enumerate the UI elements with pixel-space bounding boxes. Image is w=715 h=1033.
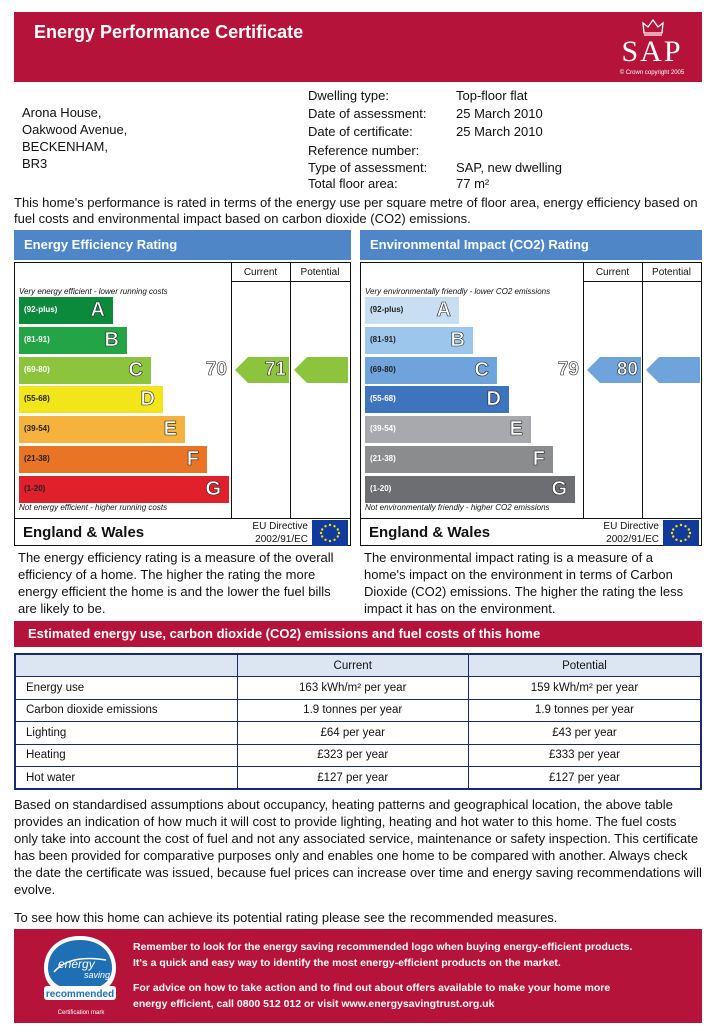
sap-copyright: © Crown copyright 2005 xyxy=(619,70,685,76)
table-row xyxy=(15,744,701,767)
band-letter: E xyxy=(509,418,523,441)
potential-value: £127 per year xyxy=(468,767,701,790)
rating-band xyxy=(365,446,553,473)
band-letter: F xyxy=(532,448,545,470)
detail-label: Reference number: xyxy=(308,143,420,158)
band-range: (55-68) xyxy=(24,394,50,404)
band-letter: G xyxy=(551,477,567,500)
footer-line: Remember to look for the energy saving recommended logo when buying energy-efficient products. xyxy=(133,941,633,953)
rating-band xyxy=(19,446,207,473)
table-header-row xyxy=(15,654,701,677)
sap-logo xyxy=(612,18,692,78)
certification-mark: Certification mark xyxy=(57,1010,105,1016)
footer-spacer xyxy=(133,971,693,980)
footer-divider xyxy=(15,518,350,519)
row-label: Lighting xyxy=(15,722,237,745)
potential-value: £43 per year xyxy=(468,722,701,745)
eu-directive-line: EU Directive xyxy=(603,521,659,532)
band-letter: A xyxy=(90,299,105,321)
detail-value: 25 March 2010 xyxy=(456,124,543,139)
detail-value: 25 March 2010 xyxy=(456,106,543,121)
rating-band xyxy=(19,327,127,354)
row-label: Hot water xyxy=(15,767,237,790)
eu-directive xyxy=(603,520,659,546)
band-range: (92-plus) xyxy=(370,305,404,314)
band-range: (1-20) xyxy=(370,483,392,493)
address-line: Arona House, xyxy=(22,105,102,120)
header-divider xyxy=(583,281,701,282)
detail-row xyxy=(308,160,628,176)
rating-band xyxy=(365,386,509,413)
potential-column-header: Potential xyxy=(652,267,691,278)
row-label: Heating xyxy=(15,744,237,767)
detail-label: Total floor area: xyxy=(308,176,398,191)
eu-flag-icon xyxy=(312,520,348,546)
band-letter: D xyxy=(140,388,155,411)
logo-word: recommended xyxy=(45,989,115,1000)
environment-description: The environmental impact rating is a measure of a home's impact on the environment in terms of Carbon Dioxide (CO2) emissions. The higher the rating the less impact it has on the environment. xyxy=(364,550,684,616)
efficiency-panel-title: Energy Efficiency Rating xyxy=(14,230,351,260)
band-range: (55-68) xyxy=(370,394,396,404)
detail-row xyxy=(308,176,628,192)
potential-value: 159 kWh/m² per year xyxy=(468,677,701,700)
energy-saving-badge-icon xyxy=(40,934,120,1002)
current-rating-value: 70 xyxy=(205,358,227,380)
footer-line: It's a quick and easy way to identify the most energy-efficient products on the market. xyxy=(133,957,561,969)
table-header-cell xyxy=(15,654,237,677)
band-range: (1-20) xyxy=(24,483,46,493)
detail-label: Dwelling type: xyxy=(308,88,389,103)
band-range: (39-54) xyxy=(24,424,50,434)
header-bar xyxy=(14,12,702,82)
band-letter: A xyxy=(436,299,451,321)
detail-value: SAP, new dwelling xyxy=(456,160,562,175)
estimates-table xyxy=(14,653,702,790)
detail-row xyxy=(308,88,628,104)
address-line: BECKENHAM, xyxy=(22,139,108,154)
band-range: (81-91) xyxy=(370,334,396,344)
detail-row xyxy=(308,124,628,140)
efficiency-rating-panel xyxy=(14,262,351,546)
environment-rating-panel xyxy=(360,262,702,546)
current-value: 1.9 tonnes per year xyxy=(237,699,468,722)
detail-row xyxy=(308,143,628,159)
current-column-header: Current xyxy=(243,267,278,278)
current-value: £323 per year xyxy=(237,744,468,767)
bottom-note: Not environmentally friendly - higher CO2 emissions xyxy=(365,503,550,512)
column-divider xyxy=(290,263,291,518)
advice-text: To see how this home can achieve its potential rating please see the recommended measures. xyxy=(14,910,558,925)
efficiency-description: The energy efficiency rating is a measure of the overall efficiency of a home. The higher the rating the more energy efficient the home is and the lower the fuel bills are likely to be. xyxy=(18,550,334,616)
band-range: (69-80) xyxy=(370,364,396,374)
sap-logo-text: SAP xyxy=(621,35,683,68)
band-letter: D xyxy=(486,388,501,411)
potential-rating-value: 71 xyxy=(264,358,286,380)
environment-panel-title: Environmental Impact (CO2) Rating xyxy=(360,230,702,260)
row-label: Carbon dioxide emissions xyxy=(15,699,237,722)
potential-value: 1.9 tonnes per year xyxy=(468,699,701,722)
arrow-shape xyxy=(294,357,348,383)
rating-band xyxy=(365,357,497,384)
estimates-title: Estimated energy use, carbon dioxide (CO2) emissions and fuel costs of this home xyxy=(14,621,702,647)
footer-text xyxy=(133,939,693,1012)
column-divider xyxy=(642,263,643,518)
potential-column-header: Potential xyxy=(300,267,340,278)
footer-line: energy efficient, call 0800 512 012 or visit www.energysavingtrust.org.uk xyxy=(133,998,495,1010)
band-letter: C xyxy=(474,358,489,381)
potential-rating-value: 80 xyxy=(616,358,638,380)
eu-directive xyxy=(252,520,308,546)
current-value: £127 per year xyxy=(237,767,468,790)
detail-label: Type of assessment: xyxy=(308,160,428,175)
property-address xyxy=(22,104,127,172)
top-note: Very energy efficient - lower running costs xyxy=(19,287,168,296)
page-title: Energy Performance Certificate xyxy=(34,22,304,42)
footer-bar xyxy=(14,929,702,1023)
energy-saving-logo xyxy=(26,934,136,1018)
band-letter: G xyxy=(205,477,221,500)
band-range: (39-54) xyxy=(370,424,396,434)
arrow-shape xyxy=(646,357,700,383)
region-label: England & Wales xyxy=(369,524,491,541)
band-range: (81-91) xyxy=(24,334,50,344)
band-letter: E xyxy=(163,418,177,441)
current-value: £64 per year xyxy=(237,722,468,745)
table-row xyxy=(15,699,701,722)
band-range: (21-38) xyxy=(24,454,50,463)
current-column-header: Current xyxy=(595,267,630,278)
detail-value: Top-floor flat xyxy=(456,88,528,103)
detail-label: Date of certificate: xyxy=(308,124,413,139)
footer-line: For advice on how to take action and to find out about offers available to make your home more xyxy=(133,982,611,994)
rating-band xyxy=(19,416,185,443)
bottom-note: Not energy efficient - higher running costs xyxy=(19,503,168,512)
eu-flag-icon xyxy=(663,520,699,546)
band-letter: F xyxy=(186,448,199,470)
band-range: (21-38) xyxy=(370,454,396,463)
band-letter: C xyxy=(128,358,143,381)
eu-directive-line: EU Directive xyxy=(252,521,308,532)
rating-band xyxy=(365,297,459,324)
detail-row xyxy=(308,106,628,122)
assumptions-text: Based on standardised assumptions about occupancy, heating patterns and geographical location, the above table provides an indication of how much it will cost to provide lighting, heating and hot water to this home. The fuel costs only take into account the cost of fuel and not any associated service, maintenance or safety inspection. This certificate has been provided for comparative purposes only and enables one home to be compared with another. Always check the date the certificate was issued, because fuel prices can increase over time and energy saving recommendations will evolve. xyxy=(14,797,702,897)
eu-directive-line: 2002/91/EC xyxy=(255,534,308,545)
address-line: Oakwood Avenue, xyxy=(22,122,128,137)
logo-word: saving xyxy=(84,970,111,980)
potential-value: £333 per year xyxy=(468,744,701,767)
rating-band xyxy=(365,327,473,354)
table-row xyxy=(15,677,701,700)
rating-band xyxy=(19,386,163,413)
footer-divider xyxy=(361,518,701,519)
detail-value: 77 m² xyxy=(456,176,490,191)
header-divider xyxy=(231,281,350,282)
address-line: BR3 xyxy=(22,156,48,171)
rating-band xyxy=(365,416,531,443)
intro-text: This home's performance is rated in terms of the energy use per square metre of floor area, energy efficiency based on fuel costs and environmental impact based on carbon dioxide (CO2) emissions. xyxy=(14,195,698,226)
rating-band xyxy=(19,297,113,324)
eu-directive-line: 2002/91/EC xyxy=(606,534,659,545)
table-header-cell: Potential xyxy=(468,654,701,677)
band-letter: B xyxy=(450,328,465,351)
detail-label: Date of assessment: xyxy=(308,106,427,121)
band-range: (69-80) xyxy=(24,364,50,374)
row-label: Energy use xyxy=(15,677,237,700)
rating-band xyxy=(365,476,575,503)
region-label: England & Wales xyxy=(23,524,145,541)
column-divider xyxy=(583,263,584,518)
crown-icon xyxy=(642,18,664,36)
current-rating-value: 79 xyxy=(557,358,579,380)
logo-word: energy xyxy=(58,957,95,971)
band-letter: B xyxy=(104,328,119,351)
top-note: Very environmentally friendly - lower CO2 emissions xyxy=(365,287,551,296)
rating-band xyxy=(19,476,229,503)
current-value: 163 kWh/m² per year xyxy=(237,677,468,700)
column-divider xyxy=(231,263,232,518)
rating-band xyxy=(19,357,151,384)
table-row xyxy=(15,767,701,790)
table-header-cell: Current xyxy=(237,654,468,677)
band-range: (92-plus) xyxy=(24,305,58,314)
table-row xyxy=(15,722,701,745)
